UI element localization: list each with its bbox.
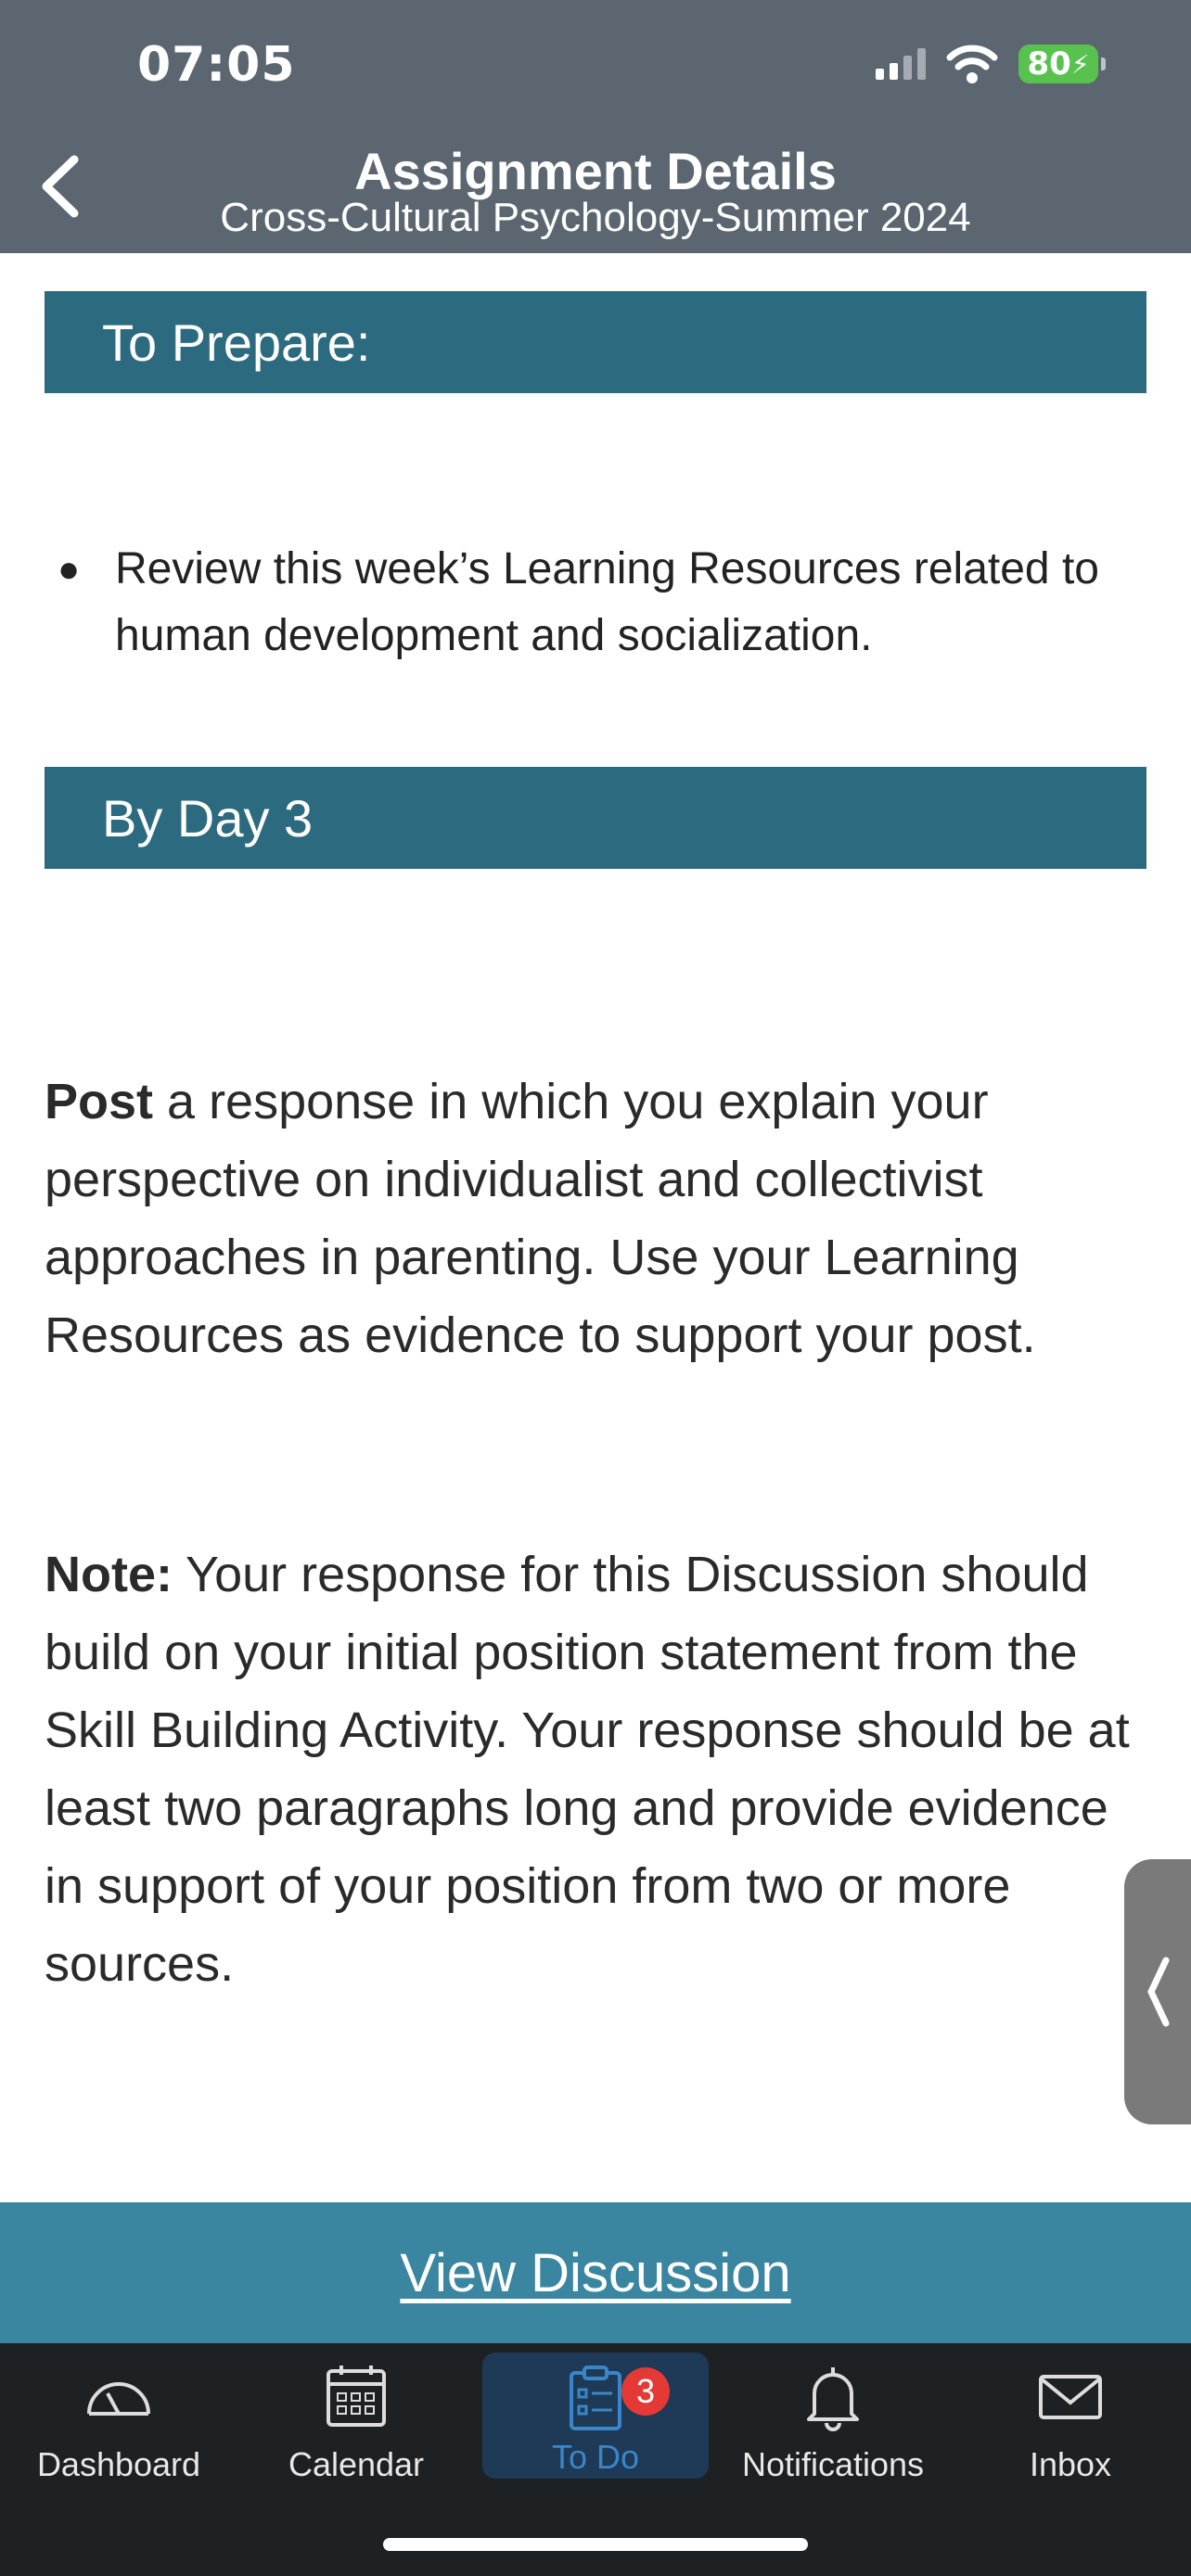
- prepare-bullet-item: [58, 536, 1133, 670]
- cellular-signal-icon: [876, 48, 926, 80]
- tab-label: Notifications: [741, 2445, 925, 2483]
- side-drawer-handle[interactable]: [1124, 1859, 1191, 2124]
- header-bar: [0, 0, 1191, 253]
- prepare-heading-bar: [45, 291, 1146, 393]
- bell-icon: [796, 2360, 870, 2434]
- post-instructions: [45, 1063, 1158, 1374]
- note-instructions: [45, 1536, 1158, 2003]
- post-text: a response in which you explain your perspective on individualist and collectivist approaches in parenting. Use your Learning Resources as evidence to support your post.: [45, 1074, 1036, 1363]
- home-indicator[interactable]: [383, 2538, 808, 2551]
- prepare-heading: To Prepare:: [102, 312, 371, 372]
- view-discussion-button[interactable]: [0, 2202, 1191, 2343]
- day3-heading-bar: [45, 767, 1146, 869]
- prepare-bullet-text: Review this week’s Learning Resources related to human development and socialization.: [115, 544, 1099, 660]
- post-label: Post: [45, 1074, 154, 1129]
- tab-dashboard[interactable]: [0, 2343, 237, 2501]
- day3-heading: By Day 3: [102, 788, 314, 848]
- chevron-left-icon: [1144, 1955, 1172, 2029]
- envelope-icon: [1033, 2360, 1108, 2434]
- course-subtitle: Cross-Cultural Psychology-Summer 2024: [220, 195, 971, 240]
- tab-label: Inbox: [1029, 2445, 1112, 2483]
- battery-level: 80: [1027, 45, 1071, 83]
- tab-label: Dashboard: [36, 2445, 201, 2483]
- view-discussion-label: View Discussion: [400, 2242, 791, 2303]
- page-title: Assignment Details: [354, 142, 837, 200]
- note-label: Note:: [45, 1547, 173, 1602]
- tab-calendar[interactable]: [237, 2343, 475, 2501]
- tab-notifications[interactable]: [714, 2343, 952, 2501]
- battery-icon: 80 ⚡: [1018, 45, 1098, 83]
- status-time: 07:05: [137, 37, 296, 93]
- note-text: Your response for this Discussion should build on your initial position statement from the Skill Building Activity. Your response should be at least two paragraphs long and provide evidence in support of your position from two or more sources.: [45, 1547, 1130, 1992]
- tab-label: Calendar: [288, 2445, 425, 2483]
- wifi-icon: [946, 45, 998, 83]
- tab-label: To Do: [551, 2438, 640, 2476]
- calendar-icon: [319, 2360, 393, 2434]
- gauge-icon: [82, 2360, 156, 2434]
- tab-inbox[interactable]: [952, 2343, 1189, 2501]
- tab-to-do[interactable]: [482, 2353, 709, 2479]
- bullet-icon: ●: [58, 549, 81, 590]
- status-icons: [876, 45, 1098, 83]
- todo-count-badge: 3: [621, 2367, 670, 2416]
